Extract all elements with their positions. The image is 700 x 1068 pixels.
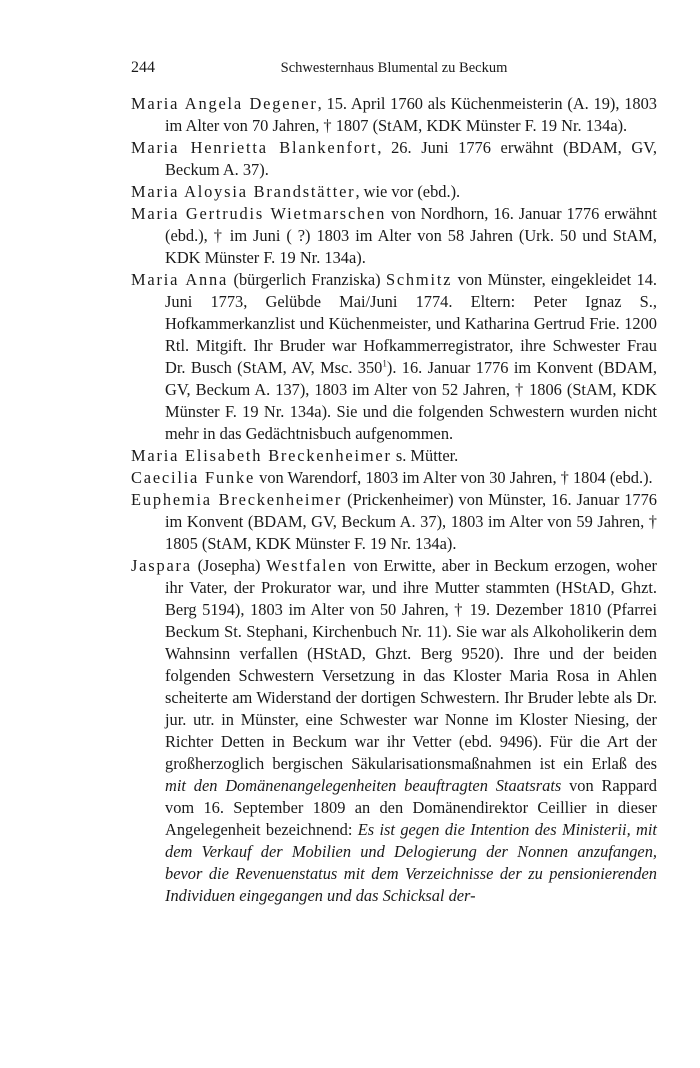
entry-text: von Nordhorn, 16. Januar 1776 erwähnt (ebd.), † im Juni ( ?) 1803 im Alter von 58 Jahren (Urk. 50 und StAM, KDK Münster F. 19 Nr. 134a). [165,204,657,267]
entry-italic-text: mit den Domänenangelegenheiten beauftragten Staatsrats [165,776,562,795]
footnote-marker: 1 [382,358,387,369]
entry-text: von Münster, eingekleidet 14. Juni 1773, Gelübde Mai/Juni 1774. Eltern: Peter Ignaz S., Hofkammerkanzlist und Küchenmeister, und Katharina Gertrud Frie. 1200 Rtl. Mitgift. Ihr Bruder war Hofkammerregistrator, ihre Schwester Frau Dr. Busch (StAM, AV, Msc. 350 [165,270,657,377]
entry-text: , wie vor (ebd.). [355,182,461,201]
entry-breckenheimer-euphemia [131,489,657,555]
page-number: 244 [131,59,155,76]
entry-schmitz [131,269,657,445]
entry-name: Maria Elisabeth Breckenheimer [131,446,392,465]
entry-name: Maria Angela Degener [131,94,318,113]
entry-wietmarschen [131,203,657,269]
entry-surname: Westfalen [266,556,348,575]
entry-westfalen [131,555,657,907]
entry-name: Caecilia Funke [131,468,256,487]
page-header [131,53,657,83]
entry-name: Maria Aloysia Brandstätter [131,182,356,201]
entry-name: Jaspara [131,556,192,575]
entry-text: s. Mütter. [391,446,459,465]
entry-text: von Warendorf, 1803 im Alter von 30 Jahren, † 1804 (ebd.). [255,468,653,487]
entry-blankenfort [131,137,657,181]
entry-name: Euphemia Breckenheimer [131,490,343,509]
entry-text: , 15. April 1760 als Küchenmeisterin (A. 19), 1803 im Alter von 70 Jahren, † 1807 (StAM, KDK Münster F. 19 Nr. 134a). [165,94,657,135]
entry-name: Maria Gertrudis Wietmarschen [131,204,387,223]
entry-degener [131,93,657,137]
entry-surname: Schmitz [385,270,453,289]
running-title: Schwesternhaus Blumental zu Beckum [280,60,508,76]
entry-breckenheimer-elisabeth [131,445,657,467]
entry-name: Maria Henrietta Blankenfort [131,138,378,157]
entry-list [131,93,657,907]
entry-text: ). 16. Januar 1776 im Konvent (BDAM, GV, Beckum A. 137), 1803 im Alter von 52 Jahren, † 1806 (StAM, KDK Münster F. 19 Nr. 134a). Sie und die folgenden Schwestern wurden nicht mehr in das Gedächtnisbuch aufgenommen. [165,358,657,443]
entry-text: (Josepha) [191,556,267,575]
entry-text: , 26. Juni 1776 erwähnt (BDAM, GV, Beckum A. 37). [165,138,657,179]
entry-italic-quote: Es ist gegen die Intention des Ministerii, mit dem Verkauf der Mobilien und Delogierung der Nonnen anzufangen, bevor die Revenuenstatus mit dem Verzeichnisse der zu pensionierenden Individuen eingegangen und das Schicksal der- [165,820,657,905]
entry-name: Maria Anna [131,270,229,289]
entry-text: von Rappard vom 16. September 1809 an den Domänendirektor Ceillier in dieser Angelegenheit bezeichnend: [165,776,657,839]
entry-funke [131,467,657,489]
entry-text: (Prickenheimer) von Münster, 16. Januar 1776 im Konvent (BDAM, GV, Beckum A. 37), 1803 im Alter von 59 Jahren, † 1805 (StAM, KDK Münster F. 19 Nr. 134a). [165,490,657,553]
entry-brandstaetter [131,181,657,203]
entry-text: von Erwitte, aber in Beckum erzogen, woher ihr Vater, der Prokurator war, und ihre Mutter stammten (HStAD, Ghzt. Berg 5194), 1803 im Alter von 50 Jahren, † 19. Dezember 1810 (Pfarrei Beckum St. Stephani, Kirchenbuch Nr. 11). Sie war als Alkoholikerin dem Wahnsinn verfallen (HStAD, Ghzt. Berg 9520). Ihre und der beiden folgenden Schwestern Versetzung in das Kloster Maria Rosa in Ahlen scheiterte am Widerstand der dortigen Schwestern. Ihr Bruder lebte als Dr. jur. utr. in Münster, eine Schwester war Nonne im Kloster Niesing, der Richter Detten in Beckum war ihr Vetter (ebd. 9496). Für die Art der großherzoglich bergischen Säkularisationsmaßnahmen ist ein Erlaß des [165,556,657,773]
entry-text: (bürgerlich Franziska) [228,270,386,289]
